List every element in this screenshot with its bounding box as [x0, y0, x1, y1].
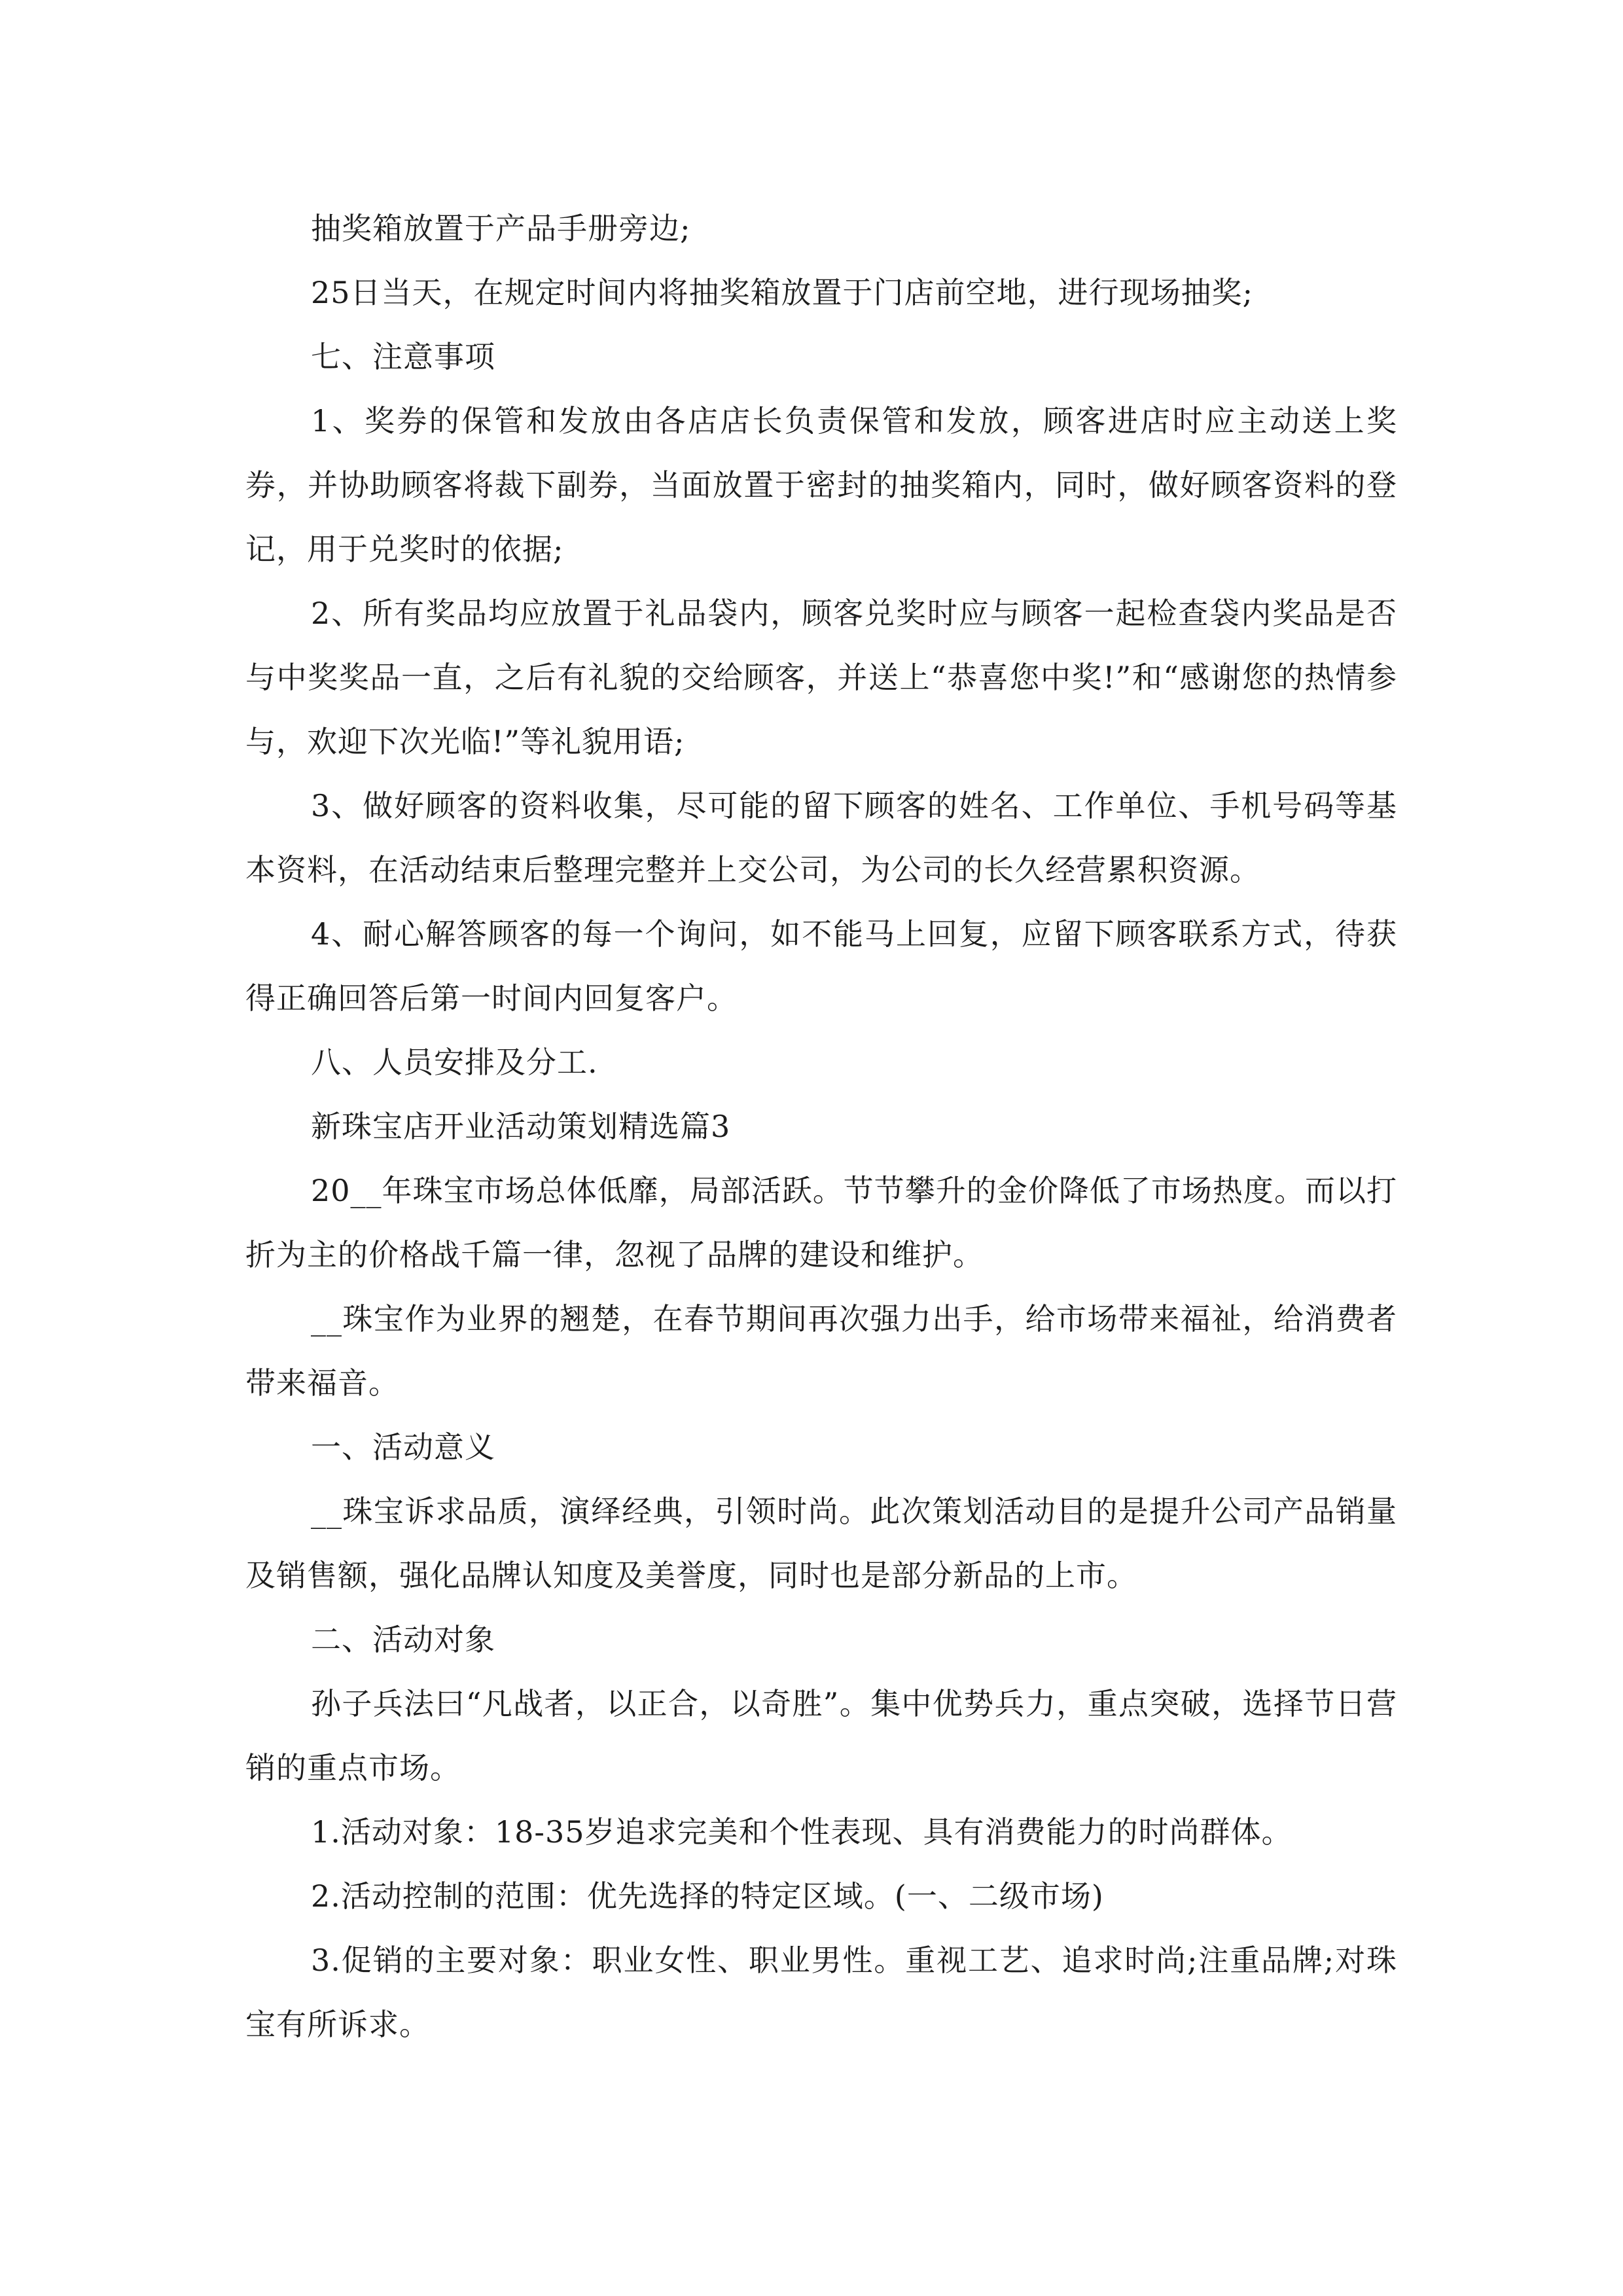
paragraph-note-2: 2、所有奖品均应放置于礼品袋内，顾客兑奖时应与顾客一起检查袋内奖品是否与中奖奖品一直，之后有礼貌的交给顾客，并送上“恭喜您中奖!”和“感谢您的热情参与，欢迎下次光临!”等礼貌用语;	[245, 596, 1397, 759]
paragraph-brand-intro: __珠宝作为业界的翘楚，在春节期间再次强力出手，给市场带来福祉，给消费者带来福音。	[245, 1301, 1397, 1401]
section-heading-notes: 七、注意事项	[311, 339, 495, 374]
paragraph-strategy-quote: 孙子兵法曰“凡战者，以正合，以奇胜”。集中优势兵力，重点突破，选择节日营销的重点市场。	[245, 1686, 1397, 1785]
paragraph-market-overview: 20__年珠宝市场总体低靡，局部活跃。节节攀升的金价降低了市场热度。而以打折为主的价格战千篇一律，忽视了品牌的建设和维护。	[245, 1173, 1397, 1272]
paragraph-note-4: 4、耐心解答顾客的每一个询问，如不能马上回复，应留下顾客联系方式，待获得正确回答后第一时间内回复客户。	[245, 916, 1397, 1016]
section-heading-audience: 二、活动对象	[311, 1622, 495, 1657]
list-item-main-targets: 3.促销的主要对象：职业女性、职业男性。重视工艺、追求时尚;注重品牌;对珠宝有所诉求。	[245, 1943, 1397, 2042]
paragraph-significance: __珠宝诉求品质，演绎经典，引领时尚。此次策划活动目的是提升公司产品销量及销售额，强化品牌认知度及美誉度，同时也是部分新品的上市。	[245, 1494, 1397, 1593]
paragraph-lottery-box-placement: 抽奖箱放置于产品手册旁边;	[311, 211, 691, 246]
document-body	[245, 196, 1397, 2056]
paragraph-onsite-lottery: 25日当天，在规定时间内将抽奖箱放置于门店前空地，进行现场抽奖;	[311, 275, 1254, 310]
section-heading-significance: 一、活动意义	[311, 1429, 495, 1465]
list-item-scope: 2.活动控制的范围：优先选择的特定区域。(一、二级市场)	[311, 1878, 1104, 1914]
paragraph-note-1: 1、奖券的保管和发放由各店店长负责保管和发放，顾客进店时应主动送上奖券，并协助顾客将裁下副券，当面放置于密封的抽奖箱内，同时，做好顾客资料的登记，用于兑奖时的依据;	[245, 403, 1397, 567]
article-title: 新珠宝店开业活动策划精选篇3	[311, 1109, 731, 1144]
list-item-target-group: 1.活动对象：18-35岁追求完美和个性表现、具有消费能力的时尚群体。	[311, 1814, 1293, 1850]
paragraph-note-3: 3、做好顾客的资料收集，尽可能的留下顾客的姓名、工作单位、手机号码等基本资料，在活动结束后整理完整并上交公司，为公司的长久经营累积资源。	[245, 788, 1397, 888]
section-heading-staffing: 八、人员安排及分工.	[311, 1045, 598, 1080]
